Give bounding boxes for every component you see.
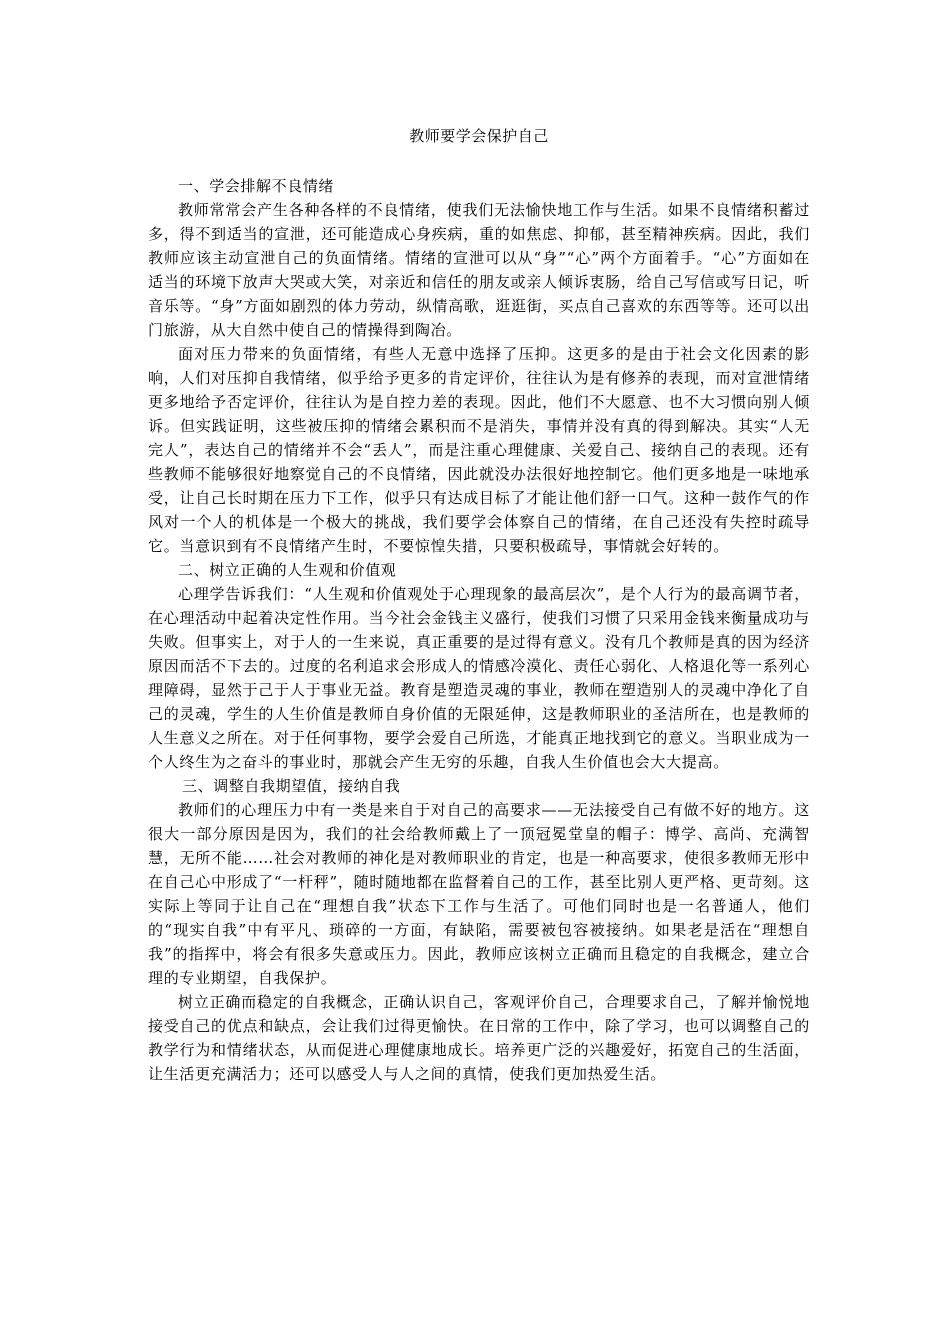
paragraph: 面对压力带来的负面情绪，有些人无意中选择了压抑。这更多的是由于社会文化因素的影响，人们对压抑自我情绪，似乎给予更多的肯定评价，往往认为是有修养的表现，而对宣泄情绪更多地给予否定评价，往往认为是自控力差的表现。因此，他们不大愿意、也不大习惯向别人倾诉。但实践证明，这些被压抑的情绪会累积而不是消失，事情并没有真的得到解决。其实“人无完人”，表达自己的情绪并不会“丢人”，而是注重心理健康、关爱自己、接纳自己的表现。还有些教师不能够很好地察觉自己的不良情绪，因此就没办法很好地控制它。他们更多地是一味地承受，让自己长时期在压力下工作，似乎只有达成目标了才能让他们舒一口气。这种一鼓作气的作风对一个人的机体是一个极大的挑战，我们要学会体察自己的情绪，在自己还没有失控时疏导它。当意识到有不良情绪产生时，不要惊惶失措，只要积极疏导，事情就会好转的。 bbox=[148, 345, 810, 555]
section-3 bbox=[148, 774, 810, 1086]
section-1 bbox=[148, 174, 810, 558]
paragraph: 心理学告诉我们：“人生观和价值观处于心理现象的最高层次”，是个人行为的最高调节者，在心理活动中起着决定性作用。当今社会金钱主义盛行，使我们习惯了只采用金钱来衡量成功与失败。但事实上，对于人的一生来说，真正重要的是过得有意义。没有几个教师是真的因为经济原因而活不下去的。过度的名利追求会形成人的情感冷漠化、责任心弱化、人格退化等一系列心理障碍，显然于己于人于事业无益。教育是塑造灵魂的事业，教师在塑造别人的灵魂中净化了自己的灵魂，学生的人生价值是教师自身价值的无限延伸，这是教师职业的圣洁所在，也是教师的人生意义之所在。对于任何事物，要学会爱自己所选，才能真正地找到它的意义。当职业成为一个人终生为之奋斗的事业时，那就会产生无穷的乐趣，自我人生价值也会大大提高。 bbox=[148, 585, 810, 771]
section-heading: 二、树立正确的人生观和价值观 bbox=[178, 561, 397, 579]
section-2 bbox=[148, 558, 810, 774]
paragraph: 教师们的心理压力中有一类是来自于对自己的高要求——无法接受自己有做不好的地方。这很大一部分原因是因为，我们的社会给教师戴上了一顶冠冕堂皇的帽子：博学、高尚、充满智慧，无所不能……社会对教师的神化是对教师职业的肯定，也是一种高要求，使很多教师无形中在自己心中形成了“一杆秤”，随时随地都在监督着自己的工作，甚至比别人更严格、更苛刻。这实际上等同于让自己在“理想自我”状态下工作与生活了。可他们同时也是一名普通人，他们的“现实自我”中有平凡、琐碎的一方面，有缺陷，需要被包容被接纳。如果老是活在“理想自我”的指挥中，将会有很多失意或压力。因此，教师应该树立正确而且稳定的自我概念，建立合理的专业期望，自我保护。 bbox=[148, 801, 810, 987]
section-heading: 三、调整自我期望值，接纳自我 bbox=[182, 777, 401, 795]
paragraph: 教师常常会产生各种各样的不良情绪，使我们无法愉快地工作与生活。如果不良情绪积蓄过多，得不到适当的宣泄，还可能造成心身疾病，重的如焦虑、抑郁，甚至精神疾病。因此，我们教师应该主动宣泄自己的负面情绪。情绪的宣泄可以从“身”“心”两个方面着手。“心”方面如在适当的环境下放声大哭或大笑，对亲近和信任的朋友或亲人倾诉衷肠，给自己写信或写日记，听音乐等。“身”方面如剧烈的体力劳动，纵情高歌，逛逛街，买点自己喜欢的东西等等。还可以出门旅游，从大自然中使自己的情操得到陶冶。 bbox=[148, 201, 810, 339]
section-heading: 一、学会排解不良情绪 bbox=[178, 177, 335, 195]
paragraph: 树立正确而稳定的自我概念，正确认识自己，客观评价自己，合理要求自己，了解并愉悦地接受自己的优点和缺点，会让我们过得更愉快。在日常的工作中，除了学习，也可以调整自己的教学行为和情绪状态，从而促进心理健康地成长。培养更广泛的兴趣爱好，拓宽自己的生活面，让生活更充满活力；还可以感受人与人之间的真情，使我们更加热爱生活。 bbox=[148, 993, 810, 1083]
document-page bbox=[148, 124, 810, 1086]
document-title: 教师要学会保护自己 bbox=[409, 127, 549, 145]
